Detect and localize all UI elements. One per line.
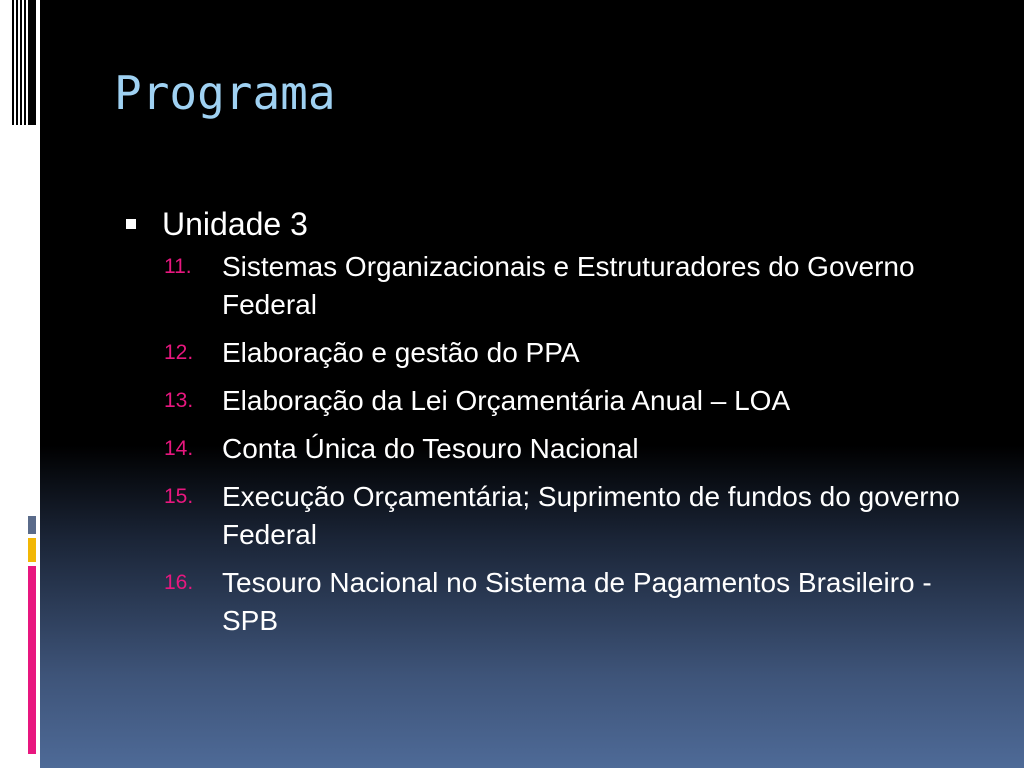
list-item: [122, 430, 982, 468]
decorative-lines: [12, 0, 26, 125]
decorative-bar-pink: [28, 566, 36, 754]
list-item: [122, 334, 982, 372]
list-number: 16.: [164, 571, 194, 594]
slide-content: [122, 204, 982, 650]
list-text: Execução Orçamentária; Suprimento de fundos do governo Federal: [222, 481, 960, 550]
decorative-bar-white: [28, 502, 36, 510]
list-item: [122, 382, 982, 420]
list-number: 13.: [164, 389, 194, 412]
list-number: 14.: [164, 437, 194, 460]
decorative-bar-yellow: [28, 538, 36, 562]
numbered-list: [122, 248, 982, 640]
list-text: Elaboração da Lei Orçamentária Anual – LOA: [222, 385, 791, 416]
slide-title: Programa: [114, 66, 336, 120]
bullet-text: Unidade 3: [162, 206, 308, 242]
list-number: 11.: [164, 255, 192, 278]
list-item: [122, 564, 982, 640]
decorative-bar-gray: [28, 516, 36, 534]
list-text: Sistemas Organizacionais e Estruturadores do Governo Federal: [222, 251, 915, 320]
list-text: Tesouro Nacional no Sistema de Pagamentos Brasileiro - SPB: [222, 567, 932, 636]
list-item: [122, 248, 982, 324]
list-text: Elaboração e gestão do PPA: [222, 337, 580, 368]
decorative-bar-top: [28, 0, 36, 125]
list-number: 15.: [164, 485, 194, 508]
square-bullet-icon: [126, 219, 136, 229]
list-item: [122, 478, 982, 554]
bullet-item: [122, 204, 982, 244]
list-text: Conta Única do Tesouro Nacional: [222, 433, 639, 464]
list-number: 12.: [164, 341, 194, 364]
